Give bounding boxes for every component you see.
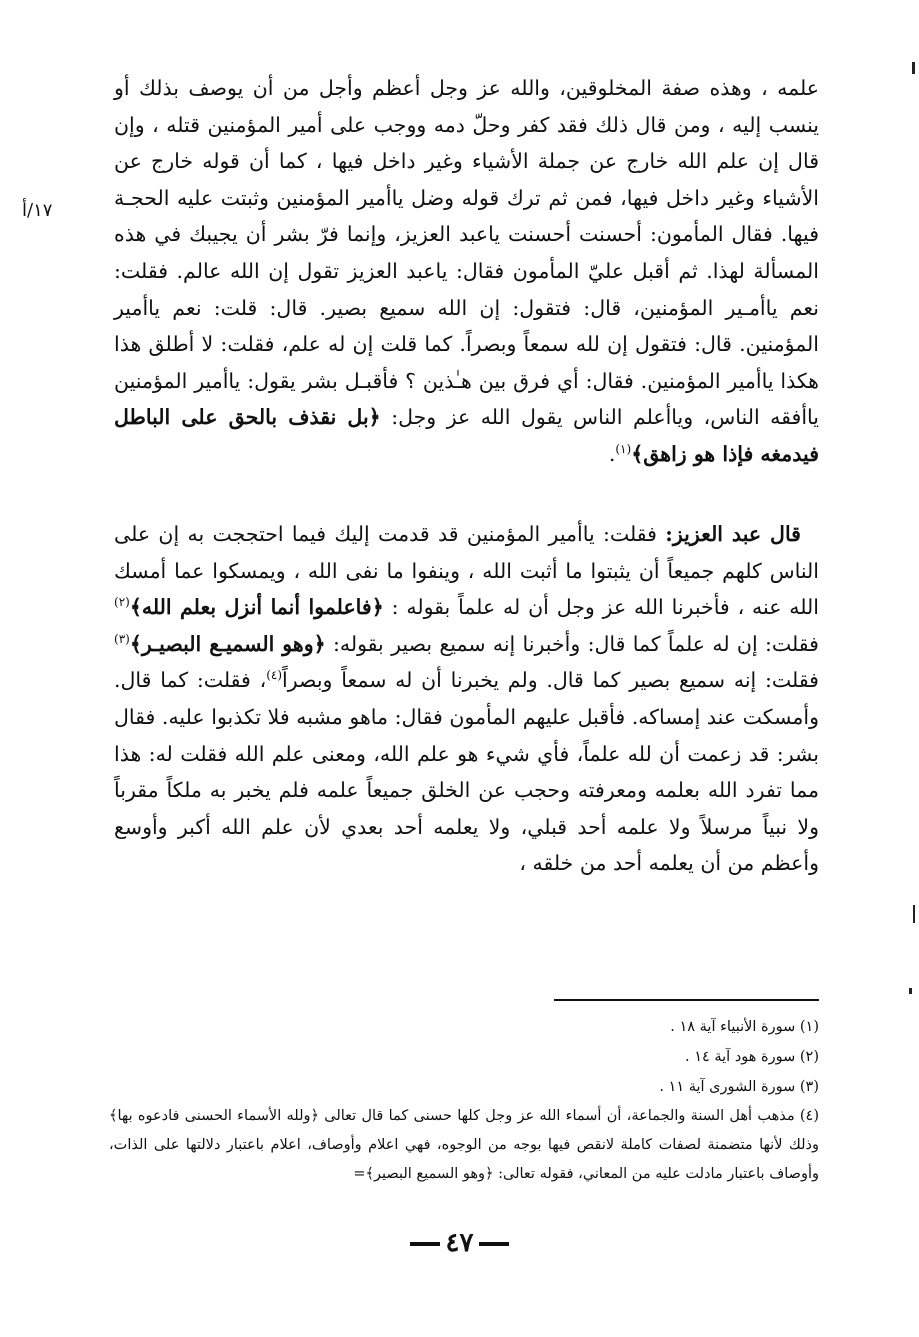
paragraph-2-part-a: فقلت: ياأمير المؤمنين قد قدمت إليك فيما احتججت به إن على الناس كلهم جميعاً أن يثبتوا ما أثبت الله ، وينفوا ما نفى الله ، ويمسكوا عما أمسك الله عنه ، فأخبرنا الله عز وجل أن له علماً بقوله : (114, 522, 819, 620)
page-number (0, 1228, 919, 1258)
paragraph-2-part-d: ، فقلت: كما قال. وأمسكت عند إمساكه. فأقبل عليهم المأمون فقال: ماهو مشبه فلا تكذبوا عليه. فقال بشر: قد زعمت أن لله علماً، فأي شيء هو علم الله، ومعنى علم الله فقلت له: هذا مما تفرد الله بعلمه ومعرفته وحجب عن الخلق جميعاً علمه فلم يخبر به ملكاً مقرباً ولا نبياً مرسلاً ولا علمه أحد قبلي، ولا يعلمه أحد بعدي لأن علم الله أكبر وأوسع وأعظم من أن يعلمه أحد من خلقه ، (114, 668, 819, 876)
footnote-ref-1: (١) (615, 442, 632, 457)
speaker-label: قال عبد العزيز: (665, 522, 801, 546)
footnote-1: (١) سورة الأنبياء آية ١٨ . (670, 1019, 819, 1035)
paragraph-1-text: علمه ، وهذه صفة المخلوقين، والله عز وجل أعظم وأجل من أن يوصف بذلك أو ينسب إليه ، ومن قال ذلك فقد كفر وحلّ دمه ووجب على أمير المؤمنين قتله ، وإن قال إن علم الله خارج عن جملة الأشياء وغير داخل فيها ، كما أن قوله خارج عن الأشياء وغير داخل فيها، فمن ثم ترك قوله وضل ياأمير المؤمنين وثبتت عليه الحجـة فيها. فقال المأمون: أحسنت أحسنت ياعبد العزيز، وإنما فرّ بشر أن يجيبك في هذه المسألة لهذا. ثم أقبل عليّ المأمون فقال: ياعبد العزيز تقول إن الله عالم. فقلت: نعم ياأمـير المؤمنين، قال: فتقول: إن الله سميع بصير. قال: قلت: نعم ياأمير المؤمنين. قال: فتقول إن لله سمعاً وبصراً. كما قلت إن له علم، فقلت: لا أطلق هذا هكذا ياأمير المؤمنين. فقال: أي فرق بين هـٰذين ؟ فأقبـل بشر يقول: ياأمير المؤمنين ياأفقه الناس، وياأعلم الناس يقول الله عز وجل: ﴿بل نقذف بالحق على الباطل فيدمغه فإذا هو زاهق﴾$^{(١)}$. (114, 76, 819, 466)
footnote-4: (٤) مذهب أهل السنة والجماعة، أن أسماء الله عز وجل كلها حسنى كما قال تعالى ﴿ولله الأسماء الحسنى فادعوه بها﴾ وذلك لأنها متضمنة لصفات كاملة لانقص فيها بوجه من الوجوه، فهي اعلام وأوصاف، اعلام باعتبار دلالتها على الذات، وأوصاف باعتبار مادلت عليه من المعاني، فقوله تعالى: ﴿وهو السميع البصير﴾= (109, 1108, 819, 1182)
footnote-ref-3: (٣) (114, 631, 130, 646)
paragraph-2-part-c: فقلت: إنه سميع بصير كما قال. ولم يخبرنا أن له سمعاً وبصراً (282, 668, 819, 693)
footnote-ref-2: (٢) (114, 595, 130, 610)
quran-quote-2: ﴿فاعلموا أنما أنزل بعلم الله﴾ (129, 595, 384, 620)
scan-edge-mark-3 (909, 988, 912, 994)
page-number-value: ٤٧ (445, 1228, 474, 1258)
footnote-divider (554, 999, 819, 1001)
page-number-dash-left (410, 1242, 440, 1246)
footnote-3: (٣) سورة الشورى آية ١١ . (659, 1079, 819, 1095)
paragraph-1-body: علمه ، وهذه صفة المخلوقين، والله عز وجل أعظم وأجل من أن يوصف بذلك أو ينسب إليه ، ومن قال ذلك فقد كفر وحلّ دمه ووجب على أمير المؤمنين قتله ، وإن قال إن علم الله خارج عن جملة الأشياء وغير داخل فيها ، كما أن قوله خارج عن الأشياء وغير داخل فيها، فمن ثم ترك قوله وضل ياأمير المؤمنين وثبتت عليه الحجـة فيها. فقال المأمون: أحسنت أحسنت ياعبد العزيز، وإنما فرّ بشر أن يجيبك في هذه المسألة لهذا. ثم أقبل عليّ المأمون فقال: ياعبد العزيز تقول إن الله عالم. فقلت: نعم ياأمـير المؤمنين، قال: فتقول: إن الله سميع بصير. قال: قلت: نعم ياأمير المؤمنين. قال: فتقول إن لله سمعاً وبصراً. كما قلت إن له علم، فقلت: لا أطلق هذا هكذا ياأمير المؤمنين. فقال: أي فرق بين هـٰذين ؟ فأقبـل بشر يقول: ياأمير المؤمنين ياأفقه الناس، وياأعلم الناس يقول الله عز وجل: (114, 76, 819, 430)
quran-quote-3: ﴿وهو السميـع البصيـر﴾ (129, 631, 326, 656)
quran-quote-1: ﴿بل نقذف بالحق على الباطل فيدمغه فإذا هو زاهق﴾ (114, 405, 819, 466)
main-paragraph-1 (114, 70, 819, 473)
footnote-2: (٢) سورة هود آية ١٤ . (684, 1049, 819, 1065)
main-paragraph-2 (114, 516, 819, 882)
margin-folio-note: ١٧/أ (22, 200, 53, 221)
scan-edge-mark-2 (913, 905, 915, 923)
page-number-dash-right (479, 1242, 509, 1246)
paragraph-2-part-b: فقلت: إن له علماً كما قال: وأخبرنا إنه سميع بصير بقوله: (332, 631, 819, 656)
paragraph-2-text (114, 516, 819, 882)
scan-edge-mark-1 (912, 62, 915, 74)
footnotes-section (109, 1012, 819, 1189)
footnote-ref-4: (٤) (266, 668, 283, 683)
